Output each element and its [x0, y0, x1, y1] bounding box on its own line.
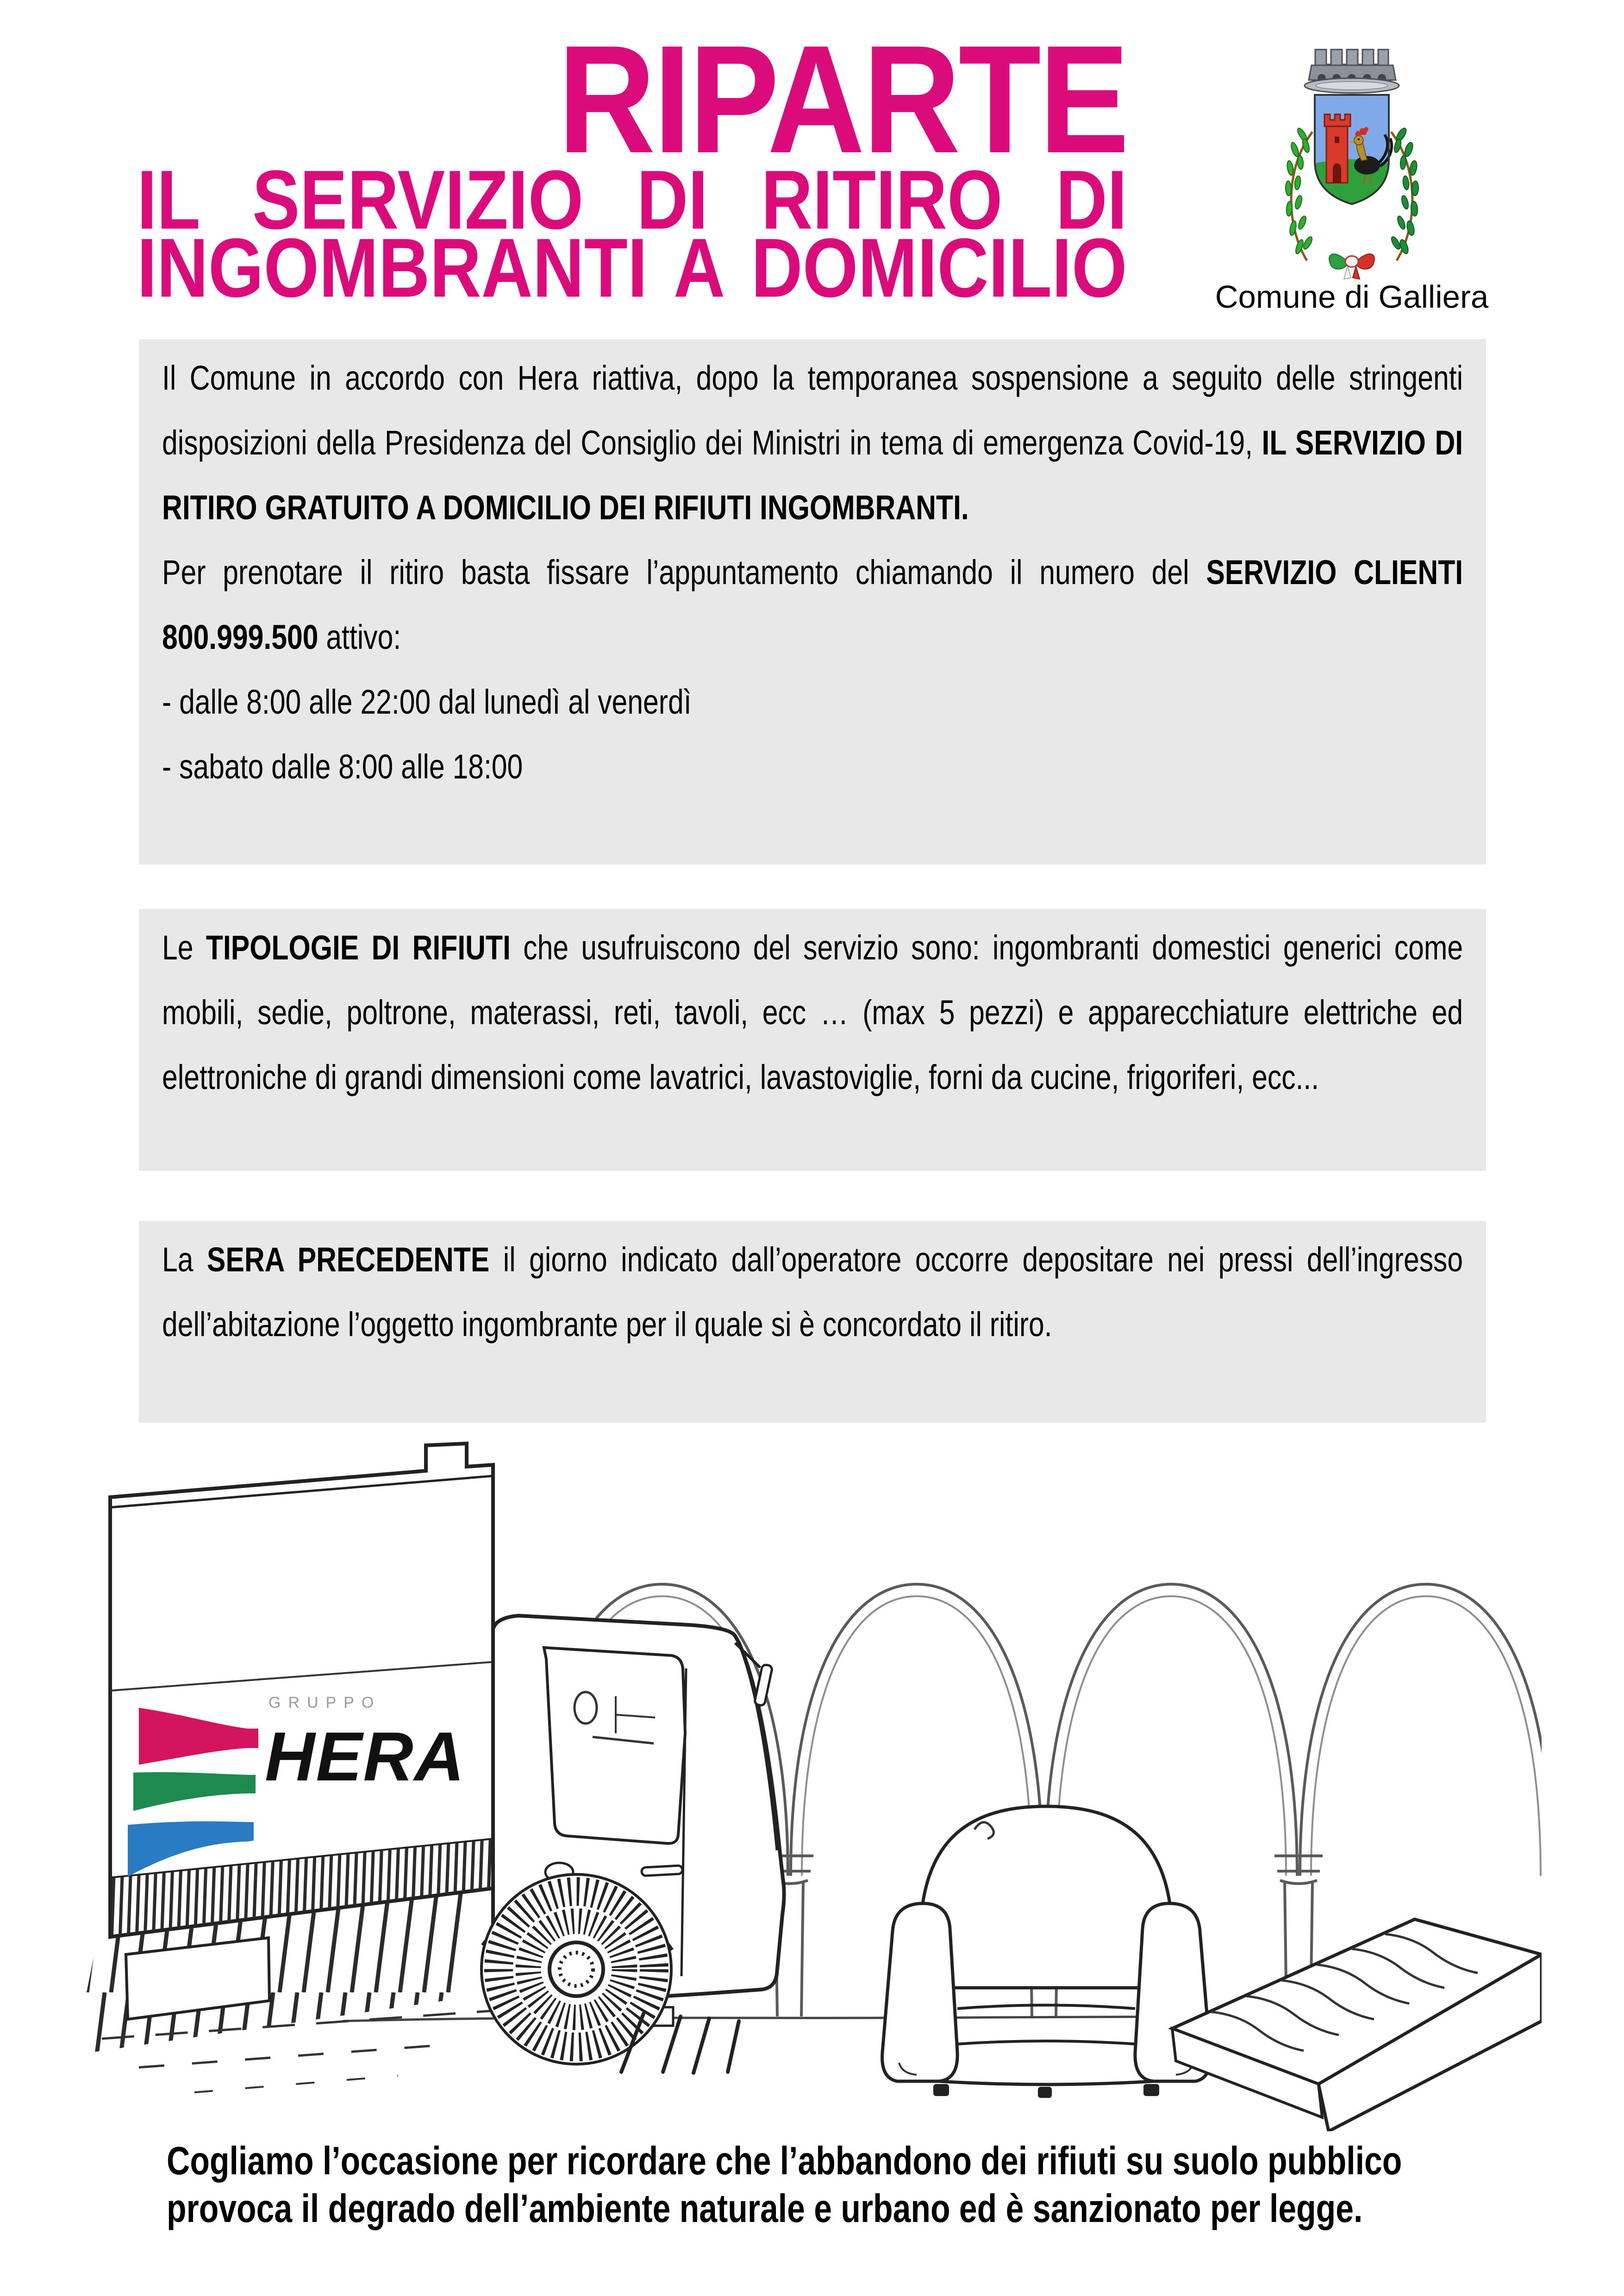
emblem-caption: Comune di Galliera	[1215, 279, 1489, 315]
footer-line-2: provoca il degrado dell’ambiente naturale e urbano ed è sanzionato per legge.	[167, 2187, 1363, 2231]
panel-service-restart	[139, 339, 1486, 865]
paragraph-waste-types: Le TIPOLOGIE DI RIFIUTI che usufruiscono del servizio sono: ingombranti domestici generici come mobili, sedie, poltrone, materassi, reti, tavoli, ecc … (max 5 pezzi) e apparecchiature elettriche ed elettroniche di grandi dimensioni come lavatrici, lavastoviglie, forni da cucine, frigoriferi, ecc...	[162, 928, 1463, 1096]
shield-icon	[1315, 95, 1392, 204]
armchair-back	[920, 1806, 1172, 1988]
page-subtitle	[137, 153, 1127, 315]
municipal-emblem	[1185, 0, 1518, 316]
page-title: RIPARTE	[558, 13, 1127, 185]
footer-line-1: Cogliamo l’occasione per ricordare che l’abbandono dei rifiuti su suolo pubblico	[167, 2139, 1402, 2183]
subtitle-line-2: INGOMBRANTI A DOMICILIO	[137, 221, 1127, 315]
truck-illustration	[83, 1444, 784, 2092]
armchair-illustration	[882, 1806, 1211, 2098]
door-handle	[642, 1866, 683, 1876]
hera-logo-gruppo: GRUPPO	[269, 1694, 381, 1711]
tower-icon	[1324, 114, 1350, 183]
armchair-arm-left	[882, 1904, 957, 2081]
schedule-saturday: - sabato dalle 8:00 alle 18:00	[162, 747, 523, 786]
subtitle-line-1: IL SERVIZIO DI RITIRO DI	[137, 153, 1127, 247]
mattress-illustration	[1172, 1919, 1542, 2131]
mural-crown-icon	[1305, 50, 1399, 93]
sketch-scene	[83, 1437, 1542, 2131]
cab-window	[544, 1648, 685, 1843]
tricolor-ribbon-icon	[1329, 254, 1374, 279]
panel-waste-types	[139, 909, 1486, 1171]
pickup-illustration	[83, 1437, 1542, 2131]
brush-wheel	[481, 1874, 671, 2064]
footer-warning	[167, 2137, 1533, 2233]
schedule-weekdays: - dalle 8:00 alle 22:00 dal lunedì al venerdì	[162, 683, 692, 721]
panel-evening-before	[139, 1221, 1486, 1423]
hera-logo-text: HERA	[265, 1717, 466, 1795]
paragraph-evening-before: La SERA PRECEDENTE il giorno indicato dall’operatore occorre depositare nei pressi dell’ingresso dell’abitazione l’oggetto ingombrante per il quale si è concordato il ritiro.	[162, 1240, 1463, 1344]
paragraph-booking: Per prenotare il ritiro basta fissare l’appuntamento chiamando il numero del SERVIZIO CLIENTI 800.999.500 attivo:	[162, 553, 1463, 656]
coat-of-arms-icon	[1271, 44, 1433, 282]
paragraph-restart: Il Comune in accordo con Hera riattiva, dopo la temporanea sospensione a seguito delle stringenti disposizioni della Presidenza del Consiglio dei Ministri in tema di emergenza Covid-19, IL SERVIZIO DI RITIRO GRATUITO A DOMICILIO DEI RIFIUTI INGOMBRANTI.	[162, 359, 1463, 527]
